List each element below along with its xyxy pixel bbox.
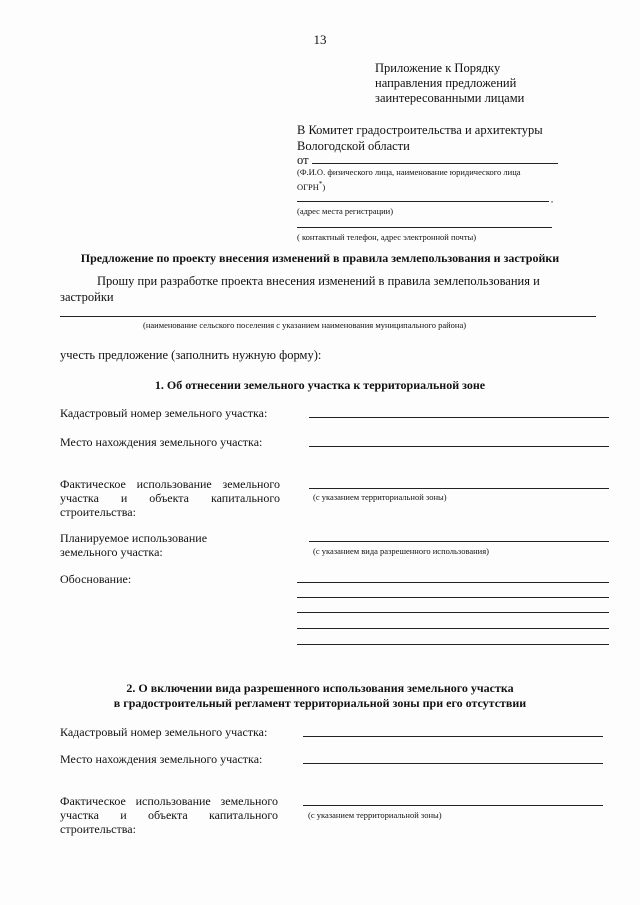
- s1-actual-use-line: Фактическое использование земельного: [60, 477, 280, 491]
- ogrn-footnote-mark: *: [318, 180, 323, 188]
- request-line-2: застройки: [60, 290, 114, 304]
- s1-location-label: Место нахождения земельного участка:: [60, 435, 263, 449]
- section1-title: 1. Об отнесении земельного участка к территориальной зоне: [154, 378, 486, 392]
- section2-title-line: 2. О включении вида разрешенного использования земельного участка: [126, 681, 514, 695]
- fio-caption: (Ф.И.О. физического лица, наименование юридического лица: [297, 167, 521, 177]
- settlement-caption: (наименование сельского поселения с указанием наименования муниципального района): [143, 320, 467, 330]
- s1-permitted-caption: (с указанием вида разрешенного использования): [313, 546, 489, 556]
- s1-actual-use-line: участка и объекта капитального: [60, 491, 280, 505]
- s1-justification-line[interactable]: [297, 582, 609, 583]
- from-field-line[interactable]: [312, 163, 558, 164]
- contact-field-line[interactable]: [297, 227, 552, 228]
- s1-justification-line[interactable]: [297, 644, 609, 645]
- s2-actual-use-field-line[interactable]: [303, 805, 603, 806]
- addressee-block: [297, 122, 543, 154]
- s1-zone-caption: (с указанием территориальной зоны): [313, 492, 447, 502]
- s2-actual-use-line: Фактическое использование земельного: [60, 794, 278, 808]
- s2-cadastral-line[interactable]: [303, 736, 603, 737]
- address-caption: (адрес места регистрации): [297, 206, 394, 216]
- appendix-line: направления предложений: [375, 76, 517, 90]
- s1-actual-use-label: [60, 477, 280, 519]
- s1-planned-label: Планируемое использование земельного участка:: [60, 531, 208, 559]
- from-label: от: [297, 153, 309, 167]
- page-number: 13: [313, 32, 327, 47]
- ogrn-close: ): [322, 181, 326, 192]
- s1-justification-label: Обоснование:: [60, 572, 132, 586]
- proposal-title: Предложение по проекту внесения изменений в правила землепользования и застройки: [80, 251, 560, 265]
- s1-cadastral-label: Кадастровый номер земельного участка:: [60, 406, 268, 420]
- s1-planned-field-line[interactable]: [309, 541, 609, 542]
- s2-location-line[interactable]: [303, 763, 603, 764]
- appendix-note: [375, 61, 524, 106]
- addressee-line: В Комитет градостроительства и архитектуры: [297, 123, 543, 137]
- section2-title: [0, 681, 640, 711]
- address-field-line[interactable]: [297, 201, 549, 202]
- section2-title-line: в градостроительный регламент территориальной зоны при его отсутствии: [113, 696, 527, 710]
- s2-actual-use-line: строительства:: [60, 822, 136, 836]
- addressee-line: Вологодской области: [297, 139, 410, 153]
- settlement-field-line[interactable]: [60, 316, 596, 317]
- s1-cadastral-line[interactable]: [309, 417, 609, 418]
- s1-justification-line[interactable]: [297, 628, 609, 629]
- s1-actual-use-field-line[interactable]: [309, 488, 609, 489]
- appendix-line: Приложение к Порядку: [375, 61, 501, 75]
- request-line-1: Прошу при разработке проекта внесения изменений в правила землепользования и: [97, 274, 540, 288]
- s2-actual-use-line: участка и объекта капитального: [60, 808, 278, 822]
- s2-cadastral-label: Кадастровый номер земельного участка:: [60, 725, 268, 739]
- ogrn-label: ОГРН: [297, 181, 319, 192]
- s2-zone-caption: (с указанием территориальной зоны): [308, 810, 442, 820]
- consider-text: учесть предложение (заполнить нужную форму):: [60, 348, 322, 362]
- s1-actual-use-line: строительства:: [60, 505, 136, 519]
- s1-justification-line[interactable]: [297, 597, 609, 598]
- s1-location-line[interactable]: [309, 446, 609, 447]
- ogrn-caption: [297, 180, 325, 192]
- s2-location-label: Место нахождения земельного участка:: [60, 752, 263, 766]
- s2-actual-use-label: [60, 794, 278, 836]
- contact-caption: ( контактный телефон, адрес электронной почты): [297, 232, 477, 242]
- s1-justification-line[interactable]: [297, 612, 609, 613]
- appendix-line: заинтересованными лицами: [375, 91, 525, 105]
